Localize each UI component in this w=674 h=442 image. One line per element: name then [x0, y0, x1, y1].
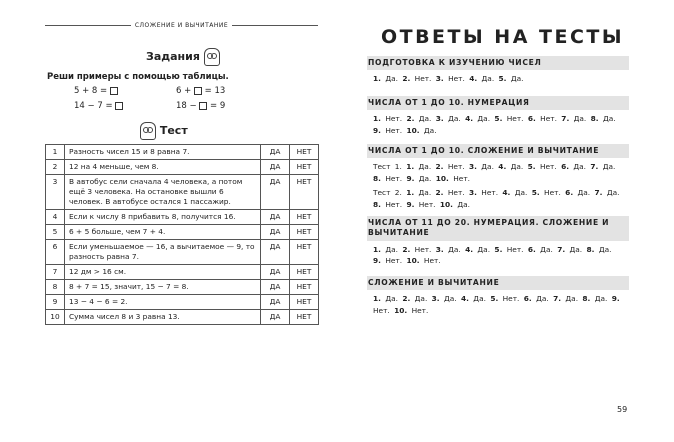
answer-value: Да.	[573, 114, 587, 124]
answer-value: Нет.	[447, 188, 465, 198]
answer-value: Нет.	[385, 199, 403, 209]
answer-number: 8.	[373, 199, 381, 209]
answer-value: Да.	[418, 114, 432, 124]
answer-section	[367, 56, 629, 85]
answer-number: 1.	[373, 114, 381, 124]
table-row	[46, 159, 319, 174]
test-label: Тест 1.	[373, 162, 402, 172]
row-number: 6	[46, 239, 65, 264]
answer-number: 5.	[527, 162, 536, 172]
answer-value: Нет.	[385, 173, 403, 183]
no-option[interactable]: НЕТ	[290, 239, 319, 264]
example-text: 14 − 7 =	[74, 101, 113, 111]
answer-value: Да.	[577, 188, 591, 198]
row-number: 7	[46, 264, 65, 279]
section-heading: ЧИСЛА ОТ 11 ДО 20. НУМЕРАЦИЯ. СЛОЖЕНИЕ И ВЫЧИТАНИЕ	[367, 216, 629, 241]
section-heading: ЧИСЛА ОТ 1 ДО 10. СЛОЖЕНИЕ И ВЫЧИТАНИЕ	[367, 144, 629, 158]
answer-value: Да.	[481, 162, 494, 172]
answer-box	[194, 87, 202, 95]
example-text: = 13	[204, 86, 226, 96]
example-text: 5 + 8 =	[74, 86, 108, 96]
answer-section	[367, 96, 629, 136]
test-label: Тест 2.	[373, 188, 402, 198]
task-instruction: Реши примеры с помощью таблицы.	[47, 72, 229, 82]
answer-value: Да.	[418, 188, 432, 198]
owl-icon	[204, 48, 220, 66]
example-text: 18 −	[176, 101, 197, 111]
example-4	[176, 101, 225, 111]
statement: 12 дм > 16 см.	[65, 264, 261, 279]
answer-number: 7.	[553, 294, 562, 304]
answer-number: 4.	[502, 188, 511, 198]
yes-option[interactable]: ДА	[261, 264, 290, 279]
answer-number: 10.	[394, 305, 408, 315]
answer-value: Да.	[598, 244, 612, 254]
answer-section	[367, 144, 629, 210]
running-head-text: СЛОЖЕНИЕ И ВЫЧИТАНИЕ	[134, 22, 229, 29]
answer-number: 1.	[373, 294, 381, 304]
example-text: = 9	[210, 101, 226, 111]
statement: Разность чисел 15 и 8 равна 7.	[65, 145, 261, 160]
answer-number: 2.	[435, 188, 444, 198]
answer-number: 4.	[465, 114, 474, 124]
answer-section	[367, 216, 629, 266]
answer-number: 6.	[561, 162, 570, 172]
answer-value: Да.	[448, 114, 461, 124]
answer-value: Да.	[477, 244, 491, 254]
answer-value: Да.	[602, 114, 616, 124]
answer-number: 3.	[435, 74, 444, 84]
answer-number: 10.	[406, 125, 420, 135]
no-option[interactable]: НЕТ	[290, 224, 319, 239]
answer-number: 5.	[494, 114, 503, 124]
page-number: 59	[617, 405, 628, 414]
answer-value: Да.	[594, 294, 608, 304]
statement: 12 на 4 меньше, чем 8.	[65, 159, 261, 174]
answer-value: Нет.	[385, 125, 403, 135]
answer-number: 3.	[435, 244, 444, 254]
answer-value: Да.	[423, 125, 437, 135]
answer-box	[199, 102, 207, 110]
answer-value: Нет.	[481, 188, 499, 198]
answer-number: 2.	[406, 114, 415, 124]
answer-value: Да.	[514, 188, 528, 198]
answer-number: 3.	[435, 114, 444, 124]
answer-number: 7.	[561, 114, 570, 124]
table-row	[46, 279, 319, 294]
answer-value: Да.	[481, 74, 495, 84]
answer-number: 1.	[406, 188, 415, 198]
yes-option[interactable]: ДА	[261, 209, 290, 224]
answer-number: 6.	[527, 114, 536, 124]
answer-value: Нет.	[414, 244, 432, 254]
answer-value: Да.	[540, 244, 553, 254]
table-row	[46, 294, 319, 309]
no-option[interactable]: НЕТ	[290, 174, 319, 209]
answer-number: 10.	[406, 255, 420, 265]
answer-number: 3.	[468, 162, 477, 172]
answer-number: 6.	[523, 294, 532, 304]
answer-number: 2.	[402, 244, 411, 254]
answer-number: 2.	[435, 162, 444, 172]
table-row	[46, 309, 319, 324]
row-number: 4	[46, 209, 65, 224]
running-head	[45, 22, 318, 29]
row-number: 10	[46, 309, 65, 324]
answer-line	[367, 241, 629, 267]
answer-number: 10.	[435, 173, 449, 183]
answer-value: Да.	[414, 294, 428, 304]
answer-value: Нет.	[453, 173, 470, 183]
answer-line	[367, 184, 629, 210]
statement: Если уменьшаемое — 16, а вычитаемое — 9, то разность равна 7.	[65, 239, 261, 264]
row-number: 8	[46, 279, 65, 294]
answer-number: 4.	[498, 162, 507, 172]
answer-value: Нет.	[540, 114, 557, 124]
answer-value: Нет.	[385, 114, 403, 124]
answer-value: Да.	[418, 173, 432, 183]
answer-value: Нет.	[385, 255, 403, 265]
answer-value: Да.	[536, 294, 549, 304]
answer-section	[367, 276, 629, 316]
yes-option[interactable]: ДА	[261, 159, 290, 174]
page-title: ОТВЕТЫ НА ТЕСТЫ	[380, 26, 625, 48]
answer-number: 9.	[406, 173, 415, 183]
answer-value: Нет.	[414, 74, 432, 84]
answer-value: Нет.	[418, 199, 436, 209]
statement: 6 + 5 больше, чем 7 + 4.	[65, 224, 261, 239]
answer-number: 4.	[460, 294, 469, 304]
answer-number: 3.	[468, 188, 477, 198]
answer-value: Да.	[569, 244, 583, 254]
yes-option[interactable]: ДА	[261, 224, 290, 239]
answer-number: 4.	[469, 74, 478, 84]
example-1	[74, 86, 118, 96]
answer-value: Нет.	[506, 244, 524, 254]
answer-number: 7.	[594, 188, 603, 198]
answer-number: 1.	[373, 244, 381, 254]
answer-number: 2.	[402, 74, 411, 84]
statement: Если к числу 8 прибавить 8, получится 16.	[65, 209, 261, 224]
test-table	[45, 144, 319, 325]
answer-number: 8.	[582, 294, 591, 304]
answer-value: Да.	[473, 294, 486, 304]
answer-number: 6.	[565, 188, 574, 198]
no-option[interactable]: НЕТ	[290, 264, 319, 279]
answer-number: 9.	[373, 125, 381, 135]
no-option[interactable]: НЕТ	[290, 209, 319, 224]
section-heading: СЛОЖЕНИЕ И ВЫЧИТАНИЕ	[367, 276, 629, 290]
answer-number: 4.	[465, 244, 474, 254]
answer-value: Да.	[385, 294, 398, 304]
no-option[interactable]: НЕТ	[290, 309, 319, 324]
answer-number: 9.	[611, 294, 620, 304]
no-option[interactable]: НЕТ	[290, 145, 319, 160]
table-row	[46, 145, 319, 160]
answer-value: Нет.	[411, 305, 429, 315]
yes-option[interactable]: ДА	[261, 279, 290, 294]
answer-number: 8.	[373, 173, 381, 183]
no-option[interactable]: НЕТ	[290, 279, 319, 294]
section-heading: ЧИСЛА ОТ 1 ДО 10. НУМЕРАЦИЯ	[367, 96, 629, 110]
answer-value: Да.	[573, 162, 587, 172]
example-3	[74, 101, 123, 111]
section-heading: ПОДГОТОВКА К ИЗУЧЕНИЮ ЧИСЕЛ	[367, 56, 629, 70]
answer-value: Да.	[510, 162, 524, 172]
answer-value: Да.	[448, 244, 461, 254]
answer-number: 9.	[373, 255, 381, 265]
answer-number: 7.	[590, 162, 599, 172]
no-option[interactable]: НЕТ	[290, 159, 319, 174]
answer-number: 6.	[527, 244, 536, 254]
answer-number: 1.	[373, 74, 381, 84]
answer-value: Да.	[477, 114, 491, 124]
answer-number: 8.	[590, 114, 599, 124]
table-row	[46, 264, 319, 279]
answer-value: Да.	[457, 199, 470, 209]
answer-number: 7.	[557, 244, 566, 254]
answer-value: Нет.	[506, 114, 524, 124]
answer-number: 5.	[498, 74, 507, 84]
owl-icon	[140, 122, 156, 140]
answer-value: Нет.	[448, 74, 465, 84]
row-number: 1	[46, 145, 65, 160]
yes-option[interactable]: ДА	[261, 145, 290, 160]
answer-number: 5.	[494, 244, 503, 254]
statement: 13 − 4 − 6 = 2.	[65, 294, 261, 309]
answer-line	[367, 110, 629, 136]
tasks-heading	[146, 48, 220, 66]
statement: В автобус сели сначала 4 человека, а потом ещё 3 человека. На остановке вышли 6 человек. В автобусе остался 1 пассажир.	[65, 174, 261, 209]
answer-value: Нет.	[539, 162, 557, 172]
row-number: 2	[46, 159, 65, 174]
answer-value: Да.	[385, 74, 398, 84]
answer-number: 2.	[402, 294, 411, 304]
answer-number: 10.	[439, 199, 453, 209]
answer-value: Да.	[385, 244, 398, 254]
answer-box	[110, 87, 118, 95]
statement: Сумма чисел 8 и 3 равна 13.	[65, 309, 261, 324]
statement: 8 + 7 = 15, значит, 15 − 7 = 8.	[65, 279, 261, 294]
row-number: 5	[46, 224, 65, 239]
answer-value: Нет.	[373, 305, 390, 315]
answer-value: Да.	[565, 294, 579, 304]
answer-value: Нет.	[423, 255, 441, 265]
answer-line	[367, 158, 629, 184]
answer-value: Нет.	[544, 188, 561, 198]
row-number: 3	[46, 174, 65, 209]
answer-number: 1.	[406, 162, 415, 172]
answer-number: 5.	[531, 188, 540, 198]
no-option[interactable]: НЕТ	[290, 294, 319, 309]
table-row	[46, 174, 319, 209]
answer-number: 8.	[586, 244, 595, 254]
answer-line	[367, 70, 629, 84]
answer-value: Да.	[443, 294, 457, 304]
answer-value: Да.	[602, 162, 616, 172]
yes-option[interactable]: ДА	[261, 174, 290, 209]
answer-value: Да.	[606, 188, 620, 198]
answer-value: Нет.	[447, 162, 465, 172]
tasks-heading-text: Задания	[146, 50, 200, 63]
yes-option[interactable]: ДА	[261, 294, 290, 309]
test-heading	[140, 122, 188, 140]
answer-line	[367, 290, 629, 316]
table-row	[46, 239, 319, 264]
answer-value: Да.	[510, 74, 524, 84]
yes-option[interactable]: ДА	[261, 239, 290, 264]
answer-value: Да.	[418, 162, 432, 172]
answer-number: 5.	[490, 294, 499, 304]
example-2	[176, 86, 225, 96]
table-row	[46, 224, 319, 239]
answer-value: Нет.	[502, 294, 520, 304]
answer-box	[115, 102, 123, 110]
row-number: 9	[46, 294, 65, 309]
test-heading-text: Тест	[159, 124, 188, 137]
example-text: 6 +	[176, 86, 192, 96]
yes-option[interactable]: ДА	[261, 309, 290, 324]
table-row	[46, 209, 319, 224]
answer-number: 9.	[406, 199, 415, 209]
answer-number: 3.	[431, 294, 440, 304]
